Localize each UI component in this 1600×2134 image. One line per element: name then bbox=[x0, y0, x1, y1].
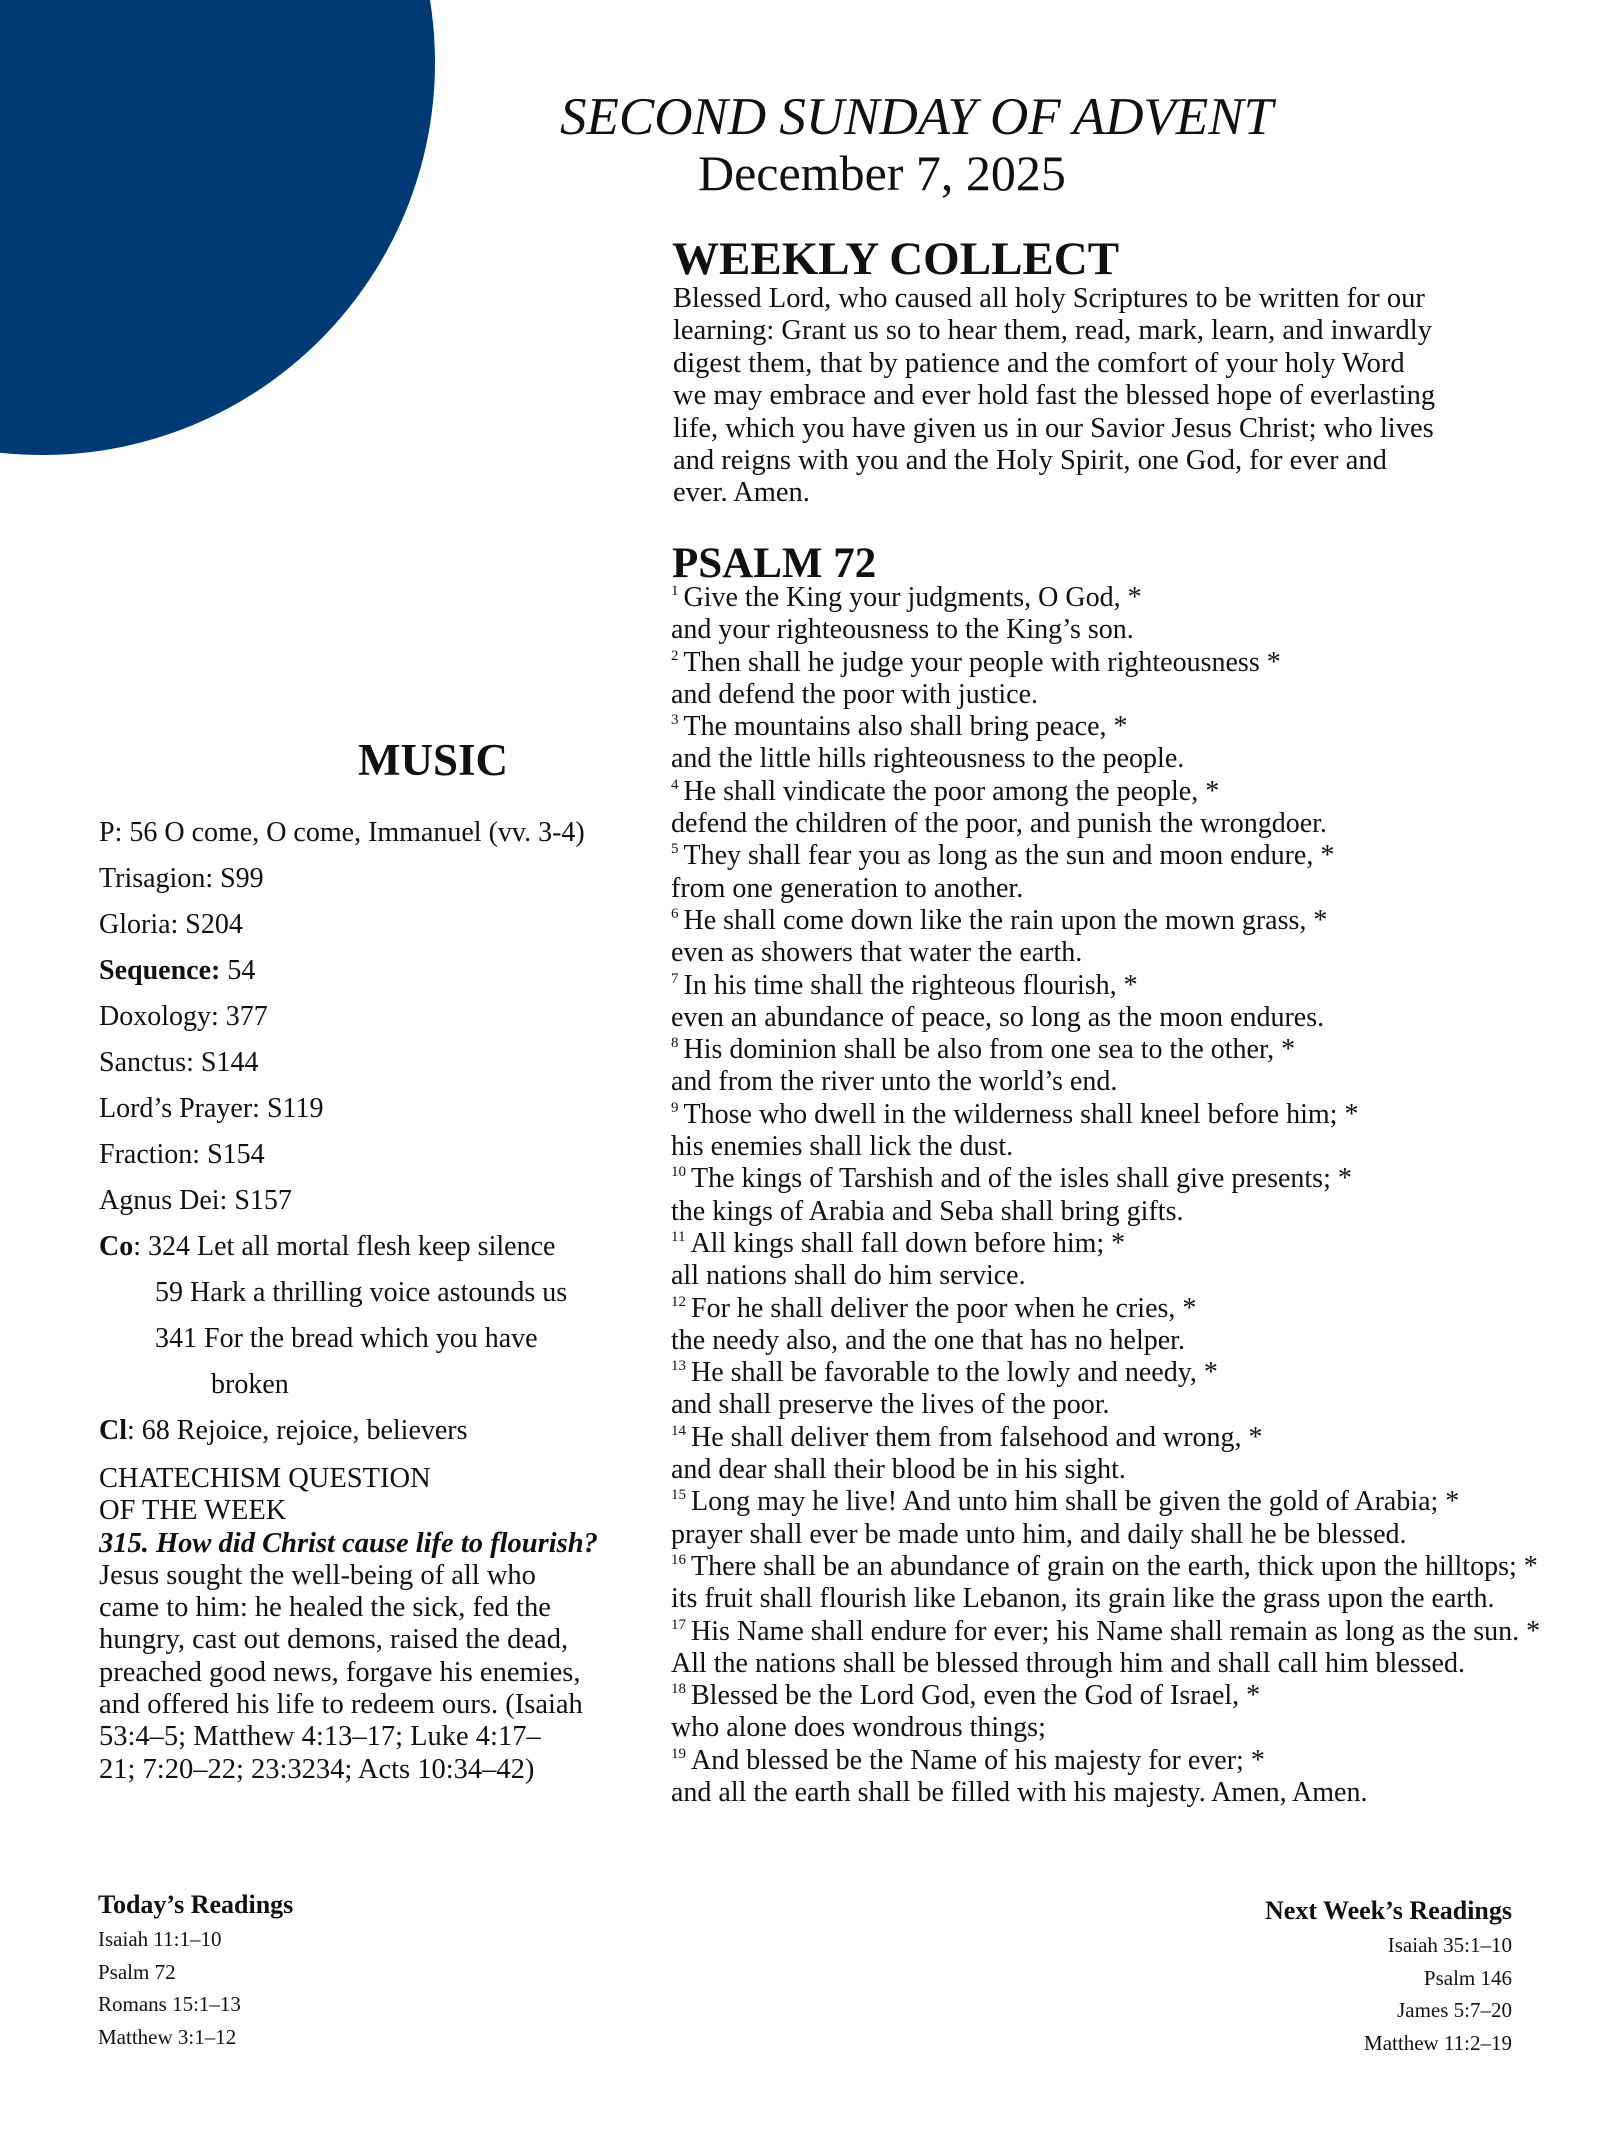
catechism-answer-line: 53:4–5; Matthew 4:13–17; Luke 4:17– bbox=[99, 1721, 541, 1753]
psalm-verse-4-line-b: defend the children of the poor, and punish the wrongdoer. bbox=[671, 808, 1327, 840]
collect-line: and reigns with you and the Holy Spirit, one God, for ever and bbox=[673, 445, 1387, 477]
verse-text: Give the King your judgments, O God, * bbox=[683, 582, 1142, 613]
music-sequence-value: 54 bbox=[220, 955, 256, 986]
verse-text: His dominion shall be also from one sea to the other, * bbox=[683, 1034, 1296, 1066]
music-closing-label: Cl bbox=[99, 1415, 127, 1446]
catechism-answer-line: Jesus sought the well-being of all who bbox=[99, 1559, 536, 1591]
music-sequence-label: Sequence: bbox=[99, 955, 221, 986]
music-lords-prayer: Lord’s Prayer: S119 bbox=[99, 1093, 324, 1124]
verse-number: 16 bbox=[671, 1551, 686, 1568]
music-agnus-dei: Agnus Dei: S157 bbox=[99, 1185, 292, 1216]
psalm-verse-2-line-b: and defend the poor with justice. bbox=[671, 678, 1039, 710]
catechism-heading: CHATECHISM QUESTION bbox=[99, 1463, 431, 1494]
collect-text bbox=[673, 283, 1533, 510]
psalm-verse-12-line-b: the needy also, and the one that has no helper. bbox=[671, 1324, 1185, 1356]
verse-number: 2 bbox=[671, 647, 679, 664]
verse-text: He shall be favorable to the lowly and needy, * bbox=[691, 1357, 1218, 1389]
psalm-verse-1-line-b: and your righteousness to the King’s son. bbox=[671, 614, 1134, 646]
reading-item: Psalm 146 bbox=[1423, 1965, 1512, 1990]
reading-item: Psalm 72 bbox=[98, 1959, 176, 1984]
psalm-verse-4-line-a bbox=[671, 776, 1591, 808]
verse-number: 12 bbox=[671, 1293, 686, 1310]
reading-item: Isaiah 11:1–10 bbox=[98, 1927, 222, 1951]
verse-text: And blessed be the Name of his majesty for ever; * bbox=[691, 1744, 1265, 1776]
reading-item: James 5:7–20 bbox=[1397, 1998, 1512, 2022]
psalm-verse-11-line-a bbox=[671, 1228, 1591, 1260]
psalm-verse-19-line-b: and all the earth shall be filled with his majesty. Amen, Amen. bbox=[671, 1776, 1368, 1808]
verse-text: The mountains also shall bring peace, * bbox=[683, 711, 1128, 743]
verse-number: 1 bbox=[671, 583, 679, 599]
psalm-verse-7-line-a bbox=[671, 970, 1591, 1002]
psalm-verse-17-line-a bbox=[671, 1616, 1586, 1648]
verse-text: All kings shall fall down before him; * bbox=[690, 1227, 1126, 1259]
psalm-verse-13-line-a bbox=[671, 1357, 1591, 1389]
catechism-question: 315. How did Christ cause life to flourish? bbox=[99, 1527, 598, 1559]
music-communion-3-cont: broken bbox=[211, 1369, 289, 1400]
verse-number: 15 bbox=[671, 1487, 686, 1504]
verse-number: 11 bbox=[671, 1228, 686, 1245]
catechism-answer-line: 21; 7:20–22; 23:3234; Acts 10:34–42) bbox=[99, 1753, 535, 1785]
psalm-verse-8-line-b: and from the river unto the world’s end. bbox=[671, 1066, 1118, 1098]
collect-line: we may embrace and ever hold fast the blessed hope of everlasting bbox=[673, 380, 1436, 412]
psalm-verse-3-line-b: and the little hills righteousness to the people. bbox=[671, 743, 1185, 775]
verse-text: Those who dwell in the wilderness shall kneel before him; * bbox=[683, 1098, 1359, 1130]
reading-item: Matthew 3:1–12 bbox=[98, 2024, 237, 2049]
verse-text: His Name shall endure for ever; his Name shall remain as long as the sun. * bbox=[691, 1615, 1541, 1647]
collect-line: ever. Amen. bbox=[673, 477, 810, 509]
verse-text: They shall fear you as long as the sun and moon endure, * bbox=[683, 840, 1335, 872]
collect-line: digest them, that by patience and the comfort of your holy Word bbox=[673, 347, 1405, 379]
verse-number: 5 bbox=[671, 841, 679, 858]
collect-line: Blessed Lord, who caused all holy Scriptures to be written for our bbox=[673, 283, 1425, 314]
next-weeks-readings-heading: Next Week’s Readings bbox=[1265, 1896, 1512, 1925]
catechism-answer-line: came to him: he healed the sick, fed the bbox=[99, 1592, 551, 1624]
psalm-verse-10-line-a bbox=[671, 1163, 1591, 1195]
collect-line: learning: Grant us so to hear them, read, mark, learn, and inwardly bbox=[673, 315, 1432, 347]
psalm-verse-10-line-b: the kings of Arabia and Seba shall bring gifts. bbox=[671, 1195, 1184, 1227]
verse-number: 9 bbox=[671, 1099, 679, 1116]
psalm-verse-14-line-b: and dear shall their blood be in his sight. bbox=[671, 1454, 1126, 1486]
catechism-answer-line: preached good news, forgave his enemies, bbox=[99, 1656, 581, 1688]
decorative-circle bbox=[0, 0, 435, 455]
catechism-section bbox=[99, 1463, 639, 1786]
music-gloria: Gloria: S204 bbox=[99, 909, 243, 940]
todays-readings-heading: Today’s Readings bbox=[98, 1890, 294, 1919]
verse-text: Then shall he judge your people with righteousness * bbox=[683, 646, 1281, 678]
verse-number: 18 bbox=[671, 1681, 686, 1698]
verse-number: 17 bbox=[671, 1616, 686, 1633]
catechism-answer-line: and offered his life to redeem ours. (Isaiah bbox=[99, 1689, 583, 1721]
music-communion-1: : 324 Let all mortal flesh keep silence bbox=[133, 1231, 556, 1262]
todays-readings bbox=[98, 1887, 293, 2053]
psalm-heading: PSALM 72 bbox=[672, 540, 877, 587]
music-sanctus: Sanctus: S144 bbox=[99, 1047, 259, 1078]
psalm-verse-15-line-a bbox=[671, 1486, 1591, 1518]
verse-number: 7 bbox=[671, 970, 679, 987]
verse-text: He shall come down like the rain upon the mown grass, * bbox=[683, 904, 1328, 936]
music-closing-value: : 68 Rejoice, rejoice, believers bbox=[127, 1415, 468, 1446]
reading-item: Romans 15:1–13 bbox=[98, 1992, 241, 2016]
psalm-verse-1-line-a bbox=[671, 582, 1591, 614]
psalm-verse-6-line-a bbox=[671, 905, 1591, 937]
music-communion-2: 59 Hark a thrilling voice astounds us bbox=[155, 1277, 568, 1308]
next-weeks-readings bbox=[1265, 1893, 1512, 2059]
music-list bbox=[99, 810, 659, 1454]
psalm-verse-2-line-a bbox=[671, 647, 1591, 679]
psalm-verse-18-line-b: who alone does wondrous things; bbox=[671, 1712, 1046, 1744]
psalm-verse-5-line-a bbox=[671, 840, 1591, 872]
psalm-verse-12-line-a bbox=[671, 1293, 1591, 1325]
psalm-verse-13-line-b: and shall preserve the lives of the poor. bbox=[671, 1389, 1110, 1421]
psalm-verse-14-line-a bbox=[671, 1422, 1591, 1454]
verse-text: In his time shall the righteous flourish, * bbox=[683, 969, 1138, 1001]
psalm-verse-18-line-a bbox=[671, 1680, 1591, 1712]
psalm-verse-9-line-a bbox=[671, 1099, 1591, 1131]
music-processional: P: 56 O come, O come, Immanuel (vv. 3-4) bbox=[99, 817, 585, 848]
verse-number: 19 bbox=[671, 1745, 686, 1762]
reading-item: Isaiah 35:1–10 bbox=[1387, 1933, 1512, 1957]
verse-text: Long may he live! And unto him shall be given the gold of Arabia; * bbox=[691, 1486, 1460, 1518]
verse-number: 6 bbox=[671, 905, 679, 922]
verse-text: For he shall deliver the poor when he cries, * bbox=[691, 1292, 1197, 1324]
psalm-verse-9-line-b: his enemies shall lick the dust. bbox=[671, 1131, 1014, 1163]
psalm-verse-6-line-b: even as showers that water the earth. bbox=[671, 937, 1083, 969]
verse-number: 8 bbox=[671, 1035, 679, 1052]
verse-number: 4 bbox=[671, 776, 679, 793]
psalm-verse-5-line-b: from one generation to another. bbox=[671, 872, 1024, 904]
collect-line: life, which you have given us in our Savior Jesus Christ; who lives bbox=[673, 412, 1434, 444]
music-communion bbox=[99, 1224, 659, 1270]
psalm-verse-16-line-b: its fruit shall flourish like Lebanon, its grain like the grass upon the earth. bbox=[671, 1583, 1495, 1615]
music-closing bbox=[99, 1408, 659, 1454]
service-date: December 7, 2025 bbox=[698, 145, 1066, 201]
verse-text: There shall be an abundance of grain on the earth, thick upon the hilltops; * bbox=[691, 1550, 1538, 1582]
music-trisagion: Trisagion: S99 bbox=[99, 863, 264, 894]
psalm-verse-11-line-b: all nations shall do him service. bbox=[671, 1260, 1026, 1292]
music-fraction: Fraction: S154 bbox=[99, 1139, 265, 1170]
verse-text: He shall deliver them from falsehood and wrong, * bbox=[691, 1421, 1263, 1453]
music-communion-label: Co bbox=[99, 1231, 134, 1262]
catechism-heading-2: OF THE WEEK bbox=[99, 1495, 287, 1527]
verse-number: 13 bbox=[671, 1358, 686, 1375]
music-sequence bbox=[99, 948, 659, 994]
verse-text: Blessed be the Lord God, even the God of Israel, * bbox=[691, 1680, 1261, 1712]
psalm-verse-19-line-a bbox=[671, 1745, 1591, 1777]
verse-number: 3 bbox=[671, 712, 679, 729]
psalm-verse-15-line-b: prayer shall ever be made unto him, and daily shall he be blessed. bbox=[671, 1518, 1407, 1550]
psalm-text bbox=[671, 582, 1591, 1809]
psalm-verse-3-line-a bbox=[671, 711, 1591, 743]
verse-text: The kings of Tarshish and of the isles shall give presents; * bbox=[691, 1163, 1352, 1195]
music-heading: MUSIC bbox=[358, 735, 509, 785]
music-doxology: Doxology: 377 bbox=[99, 1001, 268, 1032]
verse-number: 14 bbox=[671, 1422, 686, 1439]
verse-number: 10 bbox=[671, 1164, 686, 1181]
psalm-verse-8-line-a bbox=[671, 1034, 1591, 1066]
catechism-answer-line: hungry, cast out demons, raised the dead, bbox=[99, 1624, 569, 1656]
music-communion-3: 341 For the bread which you have bbox=[155, 1323, 538, 1354]
reading-item: Matthew 11:2–19 bbox=[1364, 2030, 1512, 2055]
psalm-verse-16-line-a bbox=[671, 1551, 1586, 1583]
psalm-verse-7-line-b: even an abundance of peace, so long as the moon endures. bbox=[671, 1001, 1325, 1033]
collect-heading: WEEKLY COLLECT bbox=[672, 233, 1120, 285]
psalm-verse-17-line-b: All the nations shall be blessed through him and shall call him blessed. bbox=[671, 1647, 1465, 1679]
page-title: SECOND SUNDAY OF ADVENT bbox=[560, 88, 1274, 146]
verse-text: He shall vindicate the poor among the people, * bbox=[683, 775, 1220, 807]
